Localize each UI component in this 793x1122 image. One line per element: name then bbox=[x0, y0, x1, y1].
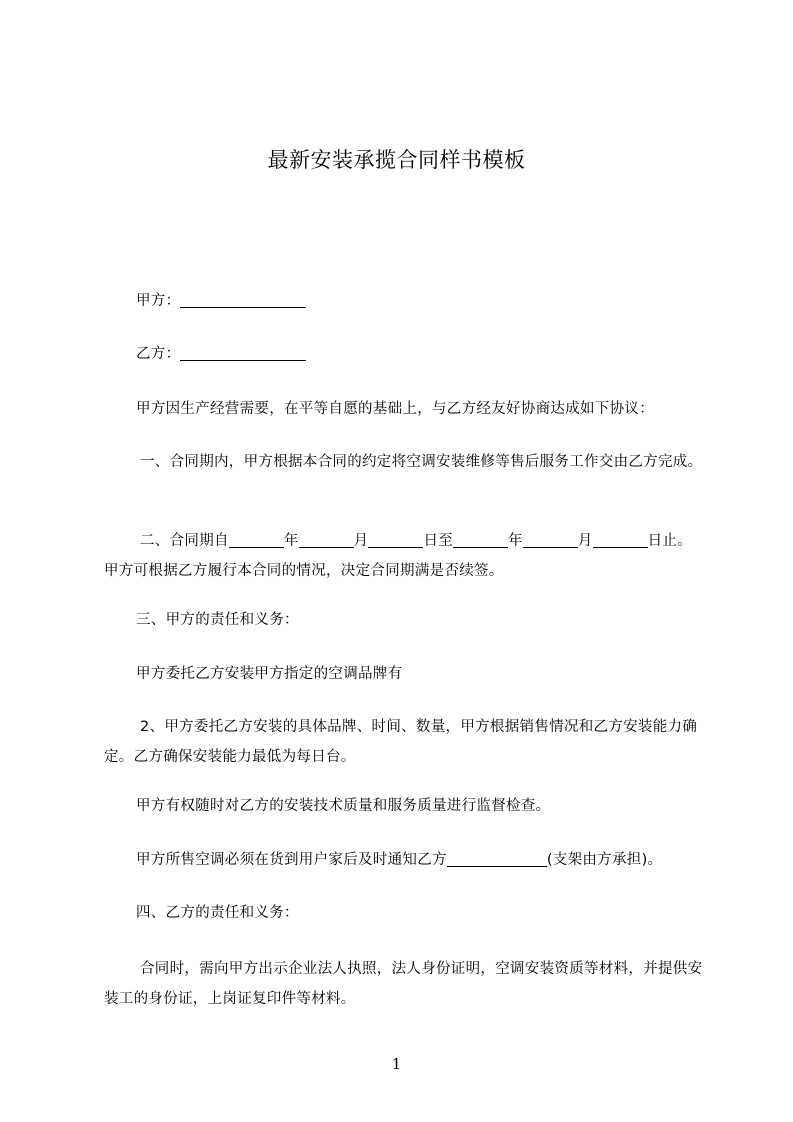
clause-2-end: 日止。 bbox=[647, 533, 693, 549]
section-3-item-4 bbox=[104, 845, 744, 875]
date-blank bbox=[229, 531, 284, 548]
date-blank bbox=[299, 531, 354, 548]
month-label: 月 bbox=[577, 533, 593, 549]
section-4-item-1: 合同时，需向甲方出示企业法人执照，法人身份证明，空调安装资质等材料，并提供安装工的身份证，上岗证复印件等材料。 bbox=[104, 961, 703, 1007]
date-blank bbox=[593, 531, 648, 548]
date-blank bbox=[453, 531, 508, 548]
party-a-line bbox=[104, 286, 744, 316]
clause-1: 一、合同期内，甲方根据本合同的约定将空调安装维修等售后服务工作交由乙方完成。 bbox=[140, 454, 703, 470]
date-blank bbox=[368, 531, 423, 548]
party-a-blank bbox=[180, 291, 306, 308]
day-to-label: 日至 bbox=[423, 533, 454, 549]
clause-2-start: 二、合同期自 bbox=[140, 533, 229, 549]
party-b-line bbox=[104, 339, 744, 369]
section-3-item-3: 甲方有权随时对乙方的安装技术质量和服务质量进行监督检查。 bbox=[136, 798, 551, 814]
year-label: 年 bbox=[283, 533, 299, 549]
clause-2-line2: 甲方可根据乙方履行本合同的情况，决定合同期满是否续签。 bbox=[104, 563, 504, 579]
date-blank bbox=[523, 531, 578, 548]
section-3-item-2: 2、甲方委托乙方安装的具体品牌、时间、数量，甲方根据销售情况和乙方安装能力确定。乙方确保安装能力最低为每日台。 bbox=[104, 719, 698, 765]
notify-text: 甲方所售空调必须在货到用户家后及时通知乙方 bbox=[136, 852, 447, 868]
party-a-label: 甲方： bbox=[136, 293, 181, 309]
section-3-item-1: 甲方委托乙方安装甲方指定的空调品牌有 bbox=[136, 666, 403, 682]
section-3-heading: 三、甲方的责任和义务： bbox=[136, 612, 299, 628]
notify-blank bbox=[447, 850, 547, 867]
clause-2-line1 bbox=[104, 526, 748, 556]
page-number: 1 bbox=[391, 1055, 402, 1073]
intro-paragraph: 甲方因生产经营需要，在平等自愿的基础上，与乙方经友好协商达成如下协议： bbox=[136, 401, 654, 417]
section-4-heading: 四、乙方的责任和义务： bbox=[136, 905, 299, 921]
party-b-blank bbox=[180, 344, 306, 361]
party-b-label: 乙方： bbox=[136, 346, 181, 362]
month-label: 月 bbox=[353, 533, 369, 549]
bracket-note: (支架由方承担)。 bbox=[546, 852, 663, 868]
document-title: 最新安装承揽合同样书模板 bbox=[267, 148, 526, 172]
year-label: 年 bbox=[508, 533, 523, 549]
